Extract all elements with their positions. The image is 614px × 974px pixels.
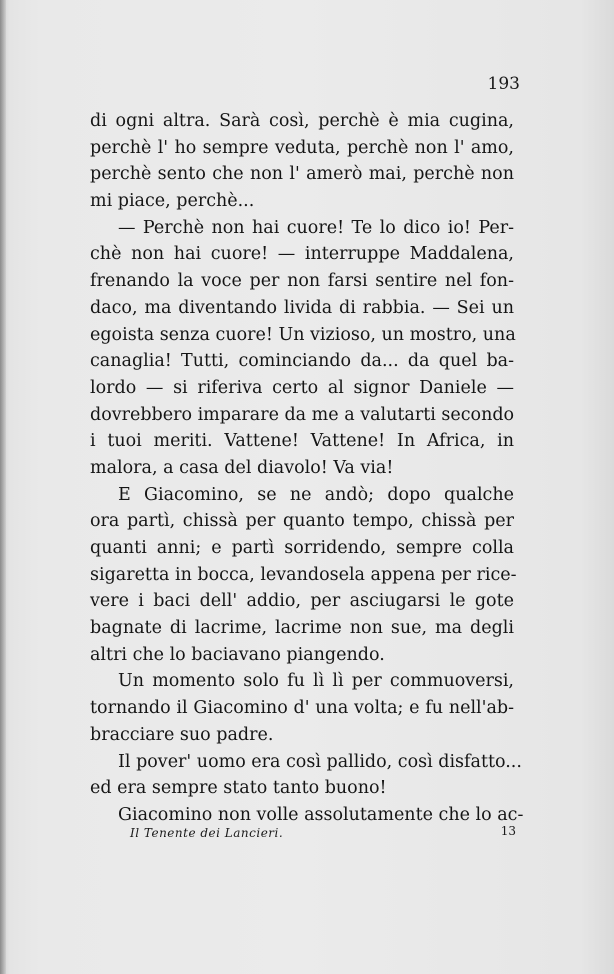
page-binding-edge bbox=[0, 0, 6, 974]
text-line: frenando la voce per non farsi sentire nel fon- bbox=[90, 271, 514, 292]
text-line: E Giacomino, se ne andò; dopo qualche bbox=[118, 484, 514, 505]
signature-mark: 13 bbox=[500, 824, 516, 838]
text-line: Il pover' uomo era così pallido, così disfatto... bbox=[118, 751, 522, 772]
text-line: egoista senza cuore! Un vizioso, un mostro, una bbox=[90, 324, 516, 345]
text-line: i tuoi meriti. Vattene! Vattene! In Africa, in bbox=[90, 431, 514, 452]
text-line: di ogni altra. Sarà così, perchè è mia cugina, bbox=[90, 111, 514, 131]
text-line: — Perchè non hai cuore! Te lo dico io! Per- bbox=[118, 217, 514, 238]
text-line: ed era sempre stato tanto buono! bbox=[90, 778, 387, 799]
text-line: dovrebbero imparare da me a valutarti secondo bbox=[90, 404, 515, 425]
text-line: quanti anni; e partì sorridendo, sempre colla bbox=[90, 538, 514, 558]
text-line: altri che lo baciavano piangendo. bbox=[90, 644, 385, 665]
text-line: canaglia! Tutti, cominciando da... da quel ba- bbox=[90, 351, 514, 372]
text-line: daco, ma diventando livida di rabbia. — Sei un bbox=[90, 297, 514, 318]
body-text bbox=[90, 108, 524, 829]
page-number: 193 bbox=[487, 74, 520, 94]
text-line: tornando il Giacomino d' una volta; e fu nell'ab- bbox=[90, 698, 514, 719]
text-line: bracciare suo padre. bbox=[90, 724, 274, 745]
text-line: mi piace, perchè... bbox=[90, 191, 255, 212]
text-line: Giacomino non volle assolutamente che lo ac- bbox=[118, 804, 524, 825]
text-line: malora, a casa del diavolo! Va via! bbox=[90, 457, 394, 478]
text-line: lordo — si riferiva certo al signor Daniele — bbox=[90, 377, 514, 398]
text-line: bagnate di lacrime, lacrime non sue, ma degli bbox=[90, 618, 514, 639]
text-line: ora partì, chissà per quanto tempo, chissà per bbox=[90, 511, 514, 532]
running-footer-title: Il Tenente dei Lancieri. bbox=[130, 826, 284, 840]
text-line: chè non hai cuore! — interruppe Maddalena, bbox=[90, 244, 514, 265]
text-line: vere i baci dell' addio, per asciugarsi le gote bbox=[90, 591, 514, 612]
text-line: perchè sento che non l' amerò mai, perchè non bbox=[90, 164, 514, 185]
text-line: perchè l' ho sempre veduta, perchè non l' amo, bbox=[90, 137, 514, 158]
text-line: Un momento solo fu lì lì per commuoversi, bbox=[118, 671, 514, 692]
text-line: sigaretta in bocca, levandosela appena per rice- bbox=[90, 564, 517, 585]
